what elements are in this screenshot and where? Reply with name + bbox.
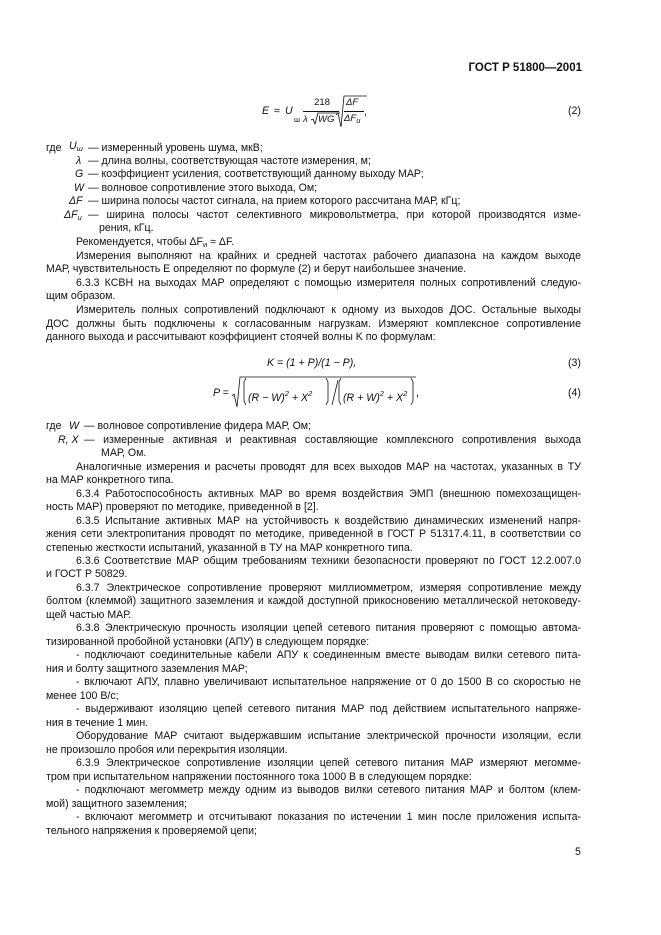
paragraph-line: МАР, чувствительность E определяют по формуле (2) и берут наибольшее значение. [46,263,467,275]
paragraph-line: 6.3.5 Испытание активных МАР на устойчивость к воздействию динамических изменений напря- [76,515,581,527]
paragraph-line: - включают мегомметр и отсчитывают показания по истечении 1 мин после приложения испыта- [76,811,581,823]
paragraph-line: жения сети электропитания проводят по методике, приведенной в ГОСТ Р 51317.4.11, в соответствии со [46,528,581,540]
paragraph-line: и ГОСТ Р 50829. [46,568,128,580]
paragraph-line: не произошло пробоя или перекрытия изоляции. [46,744,288,756]
paragraph-line: 6.3.9 Электрическое сопротивление изоляции цепей сетевого питания МАР измеряют мегомме- [76,757,581,769]
paragraph-line: мой) защитного заземления; [46,798,188,810]
paragraph-line: ния и болту защитного заземления МАР; [46,663,248,675]
paragraph-line: ность МАР) проверяют по методике, приведенной в [2]. [46,501,319,513]
equation-number: (2) [568,105,581,117]
equation-number: (4) [568,387,581,399]
paragraph-line: - подключают соединительные кабели АПУ к соединенным вместе выводам вилки сетевого пита- [76,649,581,661]
equation-number: (3) [568,357,581,369]
paragraph-line: - выдерживают изоляцию цепей сетевого питания МАР под действием испытательного напряже- [76,703,581,715]
paragraph-line: ния в течение 1 мин. [46,717,149,729]
paragraph-line: Измеритель полных сопротивлений подключают к одному из выходов ДОС. Остальные выходы [76,304,581,316]
paragraph-line: на МАР конкретного типа. [46,474,174,486]
paragraph-line: - подключают мегомметр между одним из выводов вилки сетевого питания МАР и болтом (клем- [76,784,581,796]
paragraph-line: ДОС должны быть подключены к согласованным нагрузкам. Измеряют комплексное сопротивление [46,318,581,330]
page-number: 5 [575,846,581,858]
paragraph-line: данного выхода и рассчитывают коэффициент стоячей волны K по формулам: [46,331,436,343]
paragraph-line: тизированной пробойной установки (АПУ) в следующем порядке: [46,636,370,648]
paragraph-line: щей частью МАР. [46,609,132,621]
paragraph-line: 6.3.3 КСВН на выходах МАР определяют с помощью измерителя полных сопротивлений следую- [76,277,581,289]
paragraph-line: Измерения выполняют на крайних и средней частотах рабочего диапазона на каждом выходе [76,250,581,262]
paragraph-line: менее 100 В/с; [46,690,119,702]
paragraph-line: болтом (клеммой) защитного заземления и каждой доступной прикосновению металлической нетоковеду- [46,595,581,607]
equation-3: K = (1 + P)/(1 − P), [267,357,357,369]
paragraph-line: 6.3.6 Соответствие МАР общим требованиям техники безопасности проверяют по ГОСТ 12.2.007.0 [76,555,581,567]
paragraph-line: 6.3.4 Работоспособность активных МАР во время воздействия ЭМП (внешнюю помехозащищен- [76,488,581,500]
paragraph-line: - включают АПУ, плавно увеличивают испытательное напряжение от 0 до 1500 В со скоростью не [76,676,581,688]
paragraph-line: 6.3.7 Электрическое сопротивление проверяют миллиомметром, измеряя сопротивление между [76,582,581,594]
recommendation: Рекомендуется, чтобы $\Delta F_и \approx \Delta F$. [76,236,235,249]
paragraph-line: тром при испытательном напряжении постоянного тока 1000 В в следующем порядке: [46,771,472,783]
paragraph-line: тельного напряжения к проверяемой цепи; [46,825,257,837]
paragraph-line: 6.3.8 Электрическую прочность изоляции цепей сетевого питания проверяют с помощью автома- [76,622,581,634]
standard-designation: ГОСТ Р 51800—2001 [468,62,582,74]
paragraph-line: степенью жесткости испытаний, указанной в ТУ на МАР конкретного типа. [46,542,413,554]
paragraph-line: Оборудование МАР считают выдержавшим испытание электрической прочности изоляции, если [76,730,581,742]
paragraph-line: Аналогичные измерения и расчеты проводят для всех выходов МАР на частотах, указанных в ТУ [76,461,581,473]
paragraph-line: щим образом. [46,290,116,302]
